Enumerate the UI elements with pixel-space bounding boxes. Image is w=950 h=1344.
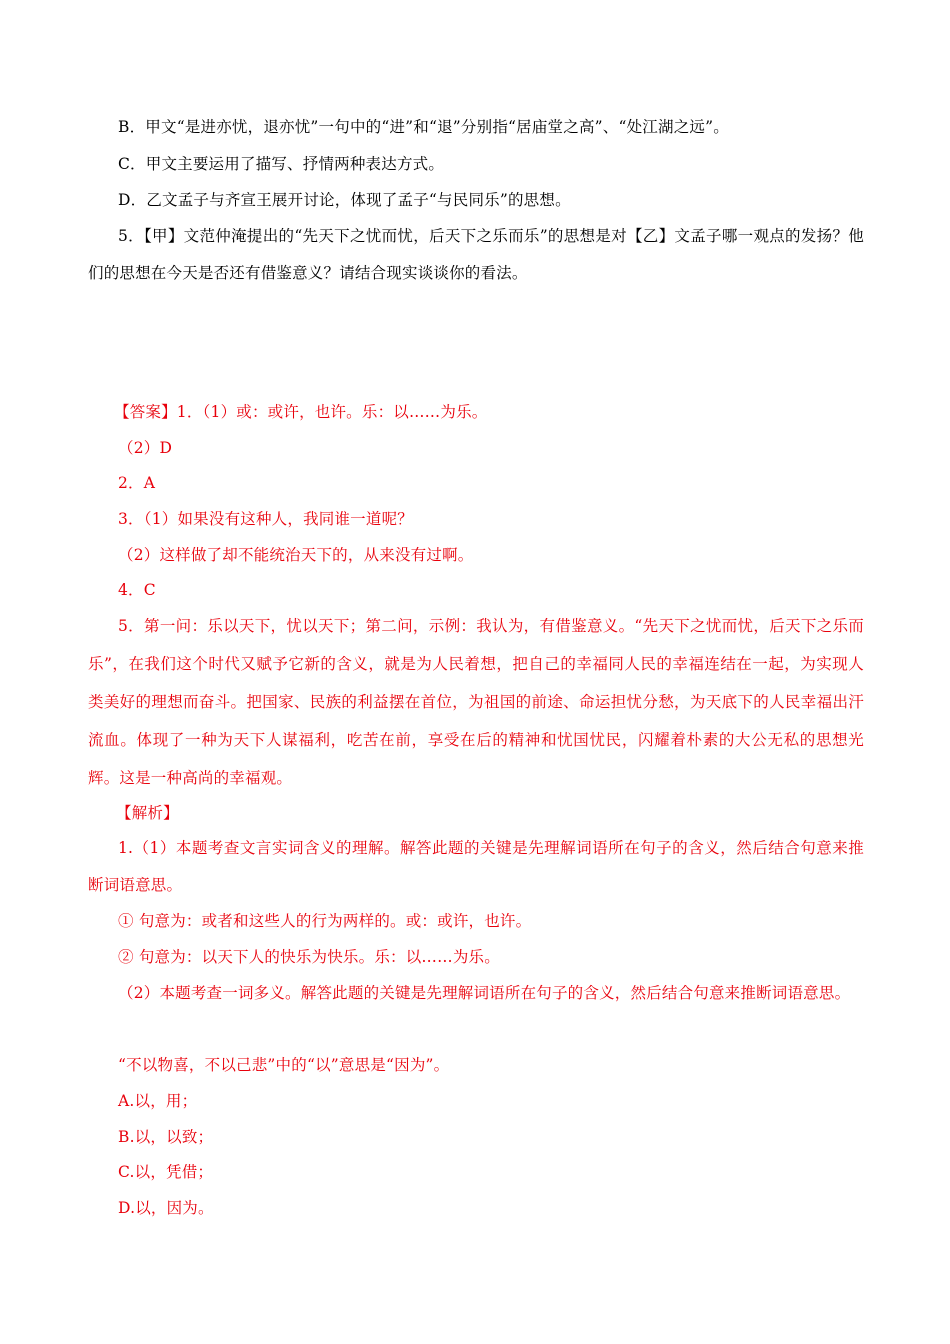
analysis-option-d: D.以，因为。 <box>118 1199 214 1217</box>
answer-4: 4．C <box>118 581 156 599</box>
analysis-option-c: C.以，凭借； <box>118 1163 214 1181</box>
option-b: B．甲文“是进亦忧，退亦忧”一句中的“进”和“退”分别指“居庙堂之高”、“处江湖之远”。 <box>118 118 729 136</box>
analysis-para-3: ② 句意为：以天下人的快乐为快乐。乐：以……为乐。 <box>118 948 500 966</box>
analysis-para-4: （2）本题考查一词多义。解答此题的关键是先理解词语所在句子的含义，然后结合句意来推断词语意思。 <box>118 984 851 1002</box>
question-5: 5．【甲】文范仲淹提出的“先天下之忧而忧，后天下之乐而乐”的思想是对【乙】文孟子哪一观点的发扬？他们的思想在今天是否还有借鉴意义？请结合现实谈谈你的看法。 <box>88 227 864 282</box>
option-c: C．甲文主要运用了描写、抒情两种表达方式。 <box>118 155 445 173</box>
analysis-heading: 【解析】 <box>116 804 179 822</box>
answer-1-2: （2）D <box>118 439 173 457</box>
answer-5: 5．第一问：乐以天下，忧以天下；第二问，示例：我认为，有借鉴意义。“先天下之忧而忧，后天下之乐而乐”，在我们这个时代又赋予它新的含义，就是为人民着想，把自己的幸福同人民的幸福连结在一起，为实现人类美好的理想而奋斗。把国家、民族的利益摆在首位，为祖国的前途、命运担忧分愁，为天底下的人民幸福出汗流血。体现了一种为天下人谋福利，吃苦在前，享受在后的精神和忧国忧民，闪耀着朴素的大公无私的思想光辉。这是一种高尚的幸福观。 <box>88 617 864 787</box>
answer-3-1: 3．（1）如果没有这种人，我同谁一道呢？ <box>118 510 413 528</box>
analysis-para-1: 1.（1）本题考查文言实词含义的理解。解答此题的关键是先理解词语所在句子的含义，然后结合句意来推断词语意思。 <box>88 839 864 894</box>
analysis-option-b: B.以，以致； <box>118 1128 214 1146</box>
analysis-option-a: A.以，用； <box>118 1092 198 1110</box>
answer-3-2: （2）这样做了却不能统治天下的，从来没有过啊。 <box>118 546 474 564</box>
answer-heading: 【答案】1．（1）或：或许，也许。乐：以……为乐。 <box>114 403 488 421</box>
analysis-para-2: ① 句意为：或者和这些人的行为两样的。或：或许，也许。 <box>118 912 532 930</box>
answer-2: 2．A <box>118 474 156 492</box>
option-d: D．乙文孟子与齐宣王展开讨论，体现了孟子“与民同乐”的思想。 <box>118 191 571 209</box>
analysis-para-5: “不以物喜，不以己悲”中的“以”意思是“因为”。 <box>118 1056 450 1074</box>
